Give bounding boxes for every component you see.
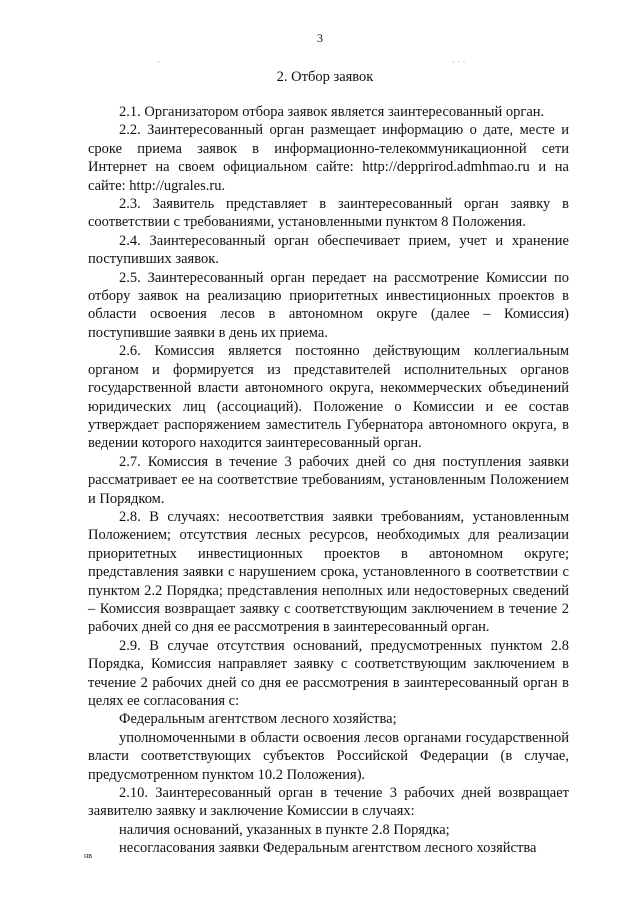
paragraph-2-8: 2.8. В случаях: несоответствия заявки требованиям, установленным Положением; отсутствия лесных ресурсов, необходимых для реализации приоритетных инвестиционных проектов в автономном округе; представления заявки с нарушением срока, установленного в соответствии с пунктом 2.2 Порядка; представления неполных или недостоверных сведений – Комиссия возвращает заявку с соответствующим заключением в течение 2 рабочих дней со дня ее рассмотрения в заинтересованный орган. [88,508,569,636]
paragraph-2-9-item-2: уполномоченными в области освоения лесов органами государственной власти соответствующих субъектов Российской Федерации (в случае, предусмотренном пунктом 10.2 Положения). [88,729,569,783]
paragraph-2-5: 2.5. Заинтересованный орган передает на рассмотрение Комиссии по отбору заявок на реализацию приоритетных инвестиционных проектов в области освоения лесов в автономном округе (далее – Комиссия) поступившие заявки в день их приема. [88,269,569,341]
paragraph-2-7: 2.7. Комиссия в течение 3 рабочих дней со дня поступления заявки рассматривает ее на соответствие требованиям, установленным Положением и Порядком. [88,453,569,507]
section-heading: 2. Отбор заявок [276,69,374,85]
paragraph-2-9-item-1: Федеральным агентством лесного хозяйства; [119,711,397,728]
paragraph-2-10: 2.10. Заинтересованный орган в течение 3 рабочих дней возвращает заявителю заявку и заключение Комиссии в случаях: [88,785,569,820]
paragraph-2-6: 2.6. Комиссия является постоянно действующим коллегиальным органом и формируется из представителей исполнительных органов государственной власти автономного округа, некоммерческих объединений юридических лиц (ассоциаций). Положение о Комиссии и ее состав утверждает распоряжением заместитель Губернатора автономного округа, в ведении которого находится заинтересованный орган. [88,343,569,452]
paragraph-2-3: 2.3. Заявитель представляет в заинтересованный орган заявку в соответствии с требованиями, установленными пунктом 8 Положения. [88,196,569,231]
paragraph-2-9: 2.9. В случае отсутствия оснований, предусмотренных пунктом 2.8 Порядка, Комиссия направляет заявку с соответствующим заключением в течение 2 рабочих дней со дня ее рассмотрения в заинтересованный орган в целях ее согласования с: [88,637,569,709]
paragraph-2-4: 2.4. Заинтересованный орган обеспечивает прием, учет и хранение поступивших заявок. [88,232,569,268]
footer-mark: нв [84,851,93,860]
page-number: 3 [317,31,323,45]
paragraph-2-2: 2.2. Заинтересованный орган размещает информацию о дате, месте и сроке приема заявок в информационно-телекоммуникационной сети Интернет на своем официальном сайте: http://depprirod.admhmao.ru и на сайте: http://ugrales.ru. [88,122,569,194]
scan-speck: · · · [452,57,466,67]
paragraph-2-1: 2.1. Организатором отбора заявок является заинтересованный орган. [119,104,545,120]
document-body [88,103,569,858]
scan-speck: · [157,57,160,67]
paragraph-2-10-item-1: наличия оснований, указанных в пункте 2.8 Порядка; [119,821,450,838]
paragraph-2-10-item-2: несогласования заявки Федеральным агентством лесного хозяйства [119,840,537,857]
